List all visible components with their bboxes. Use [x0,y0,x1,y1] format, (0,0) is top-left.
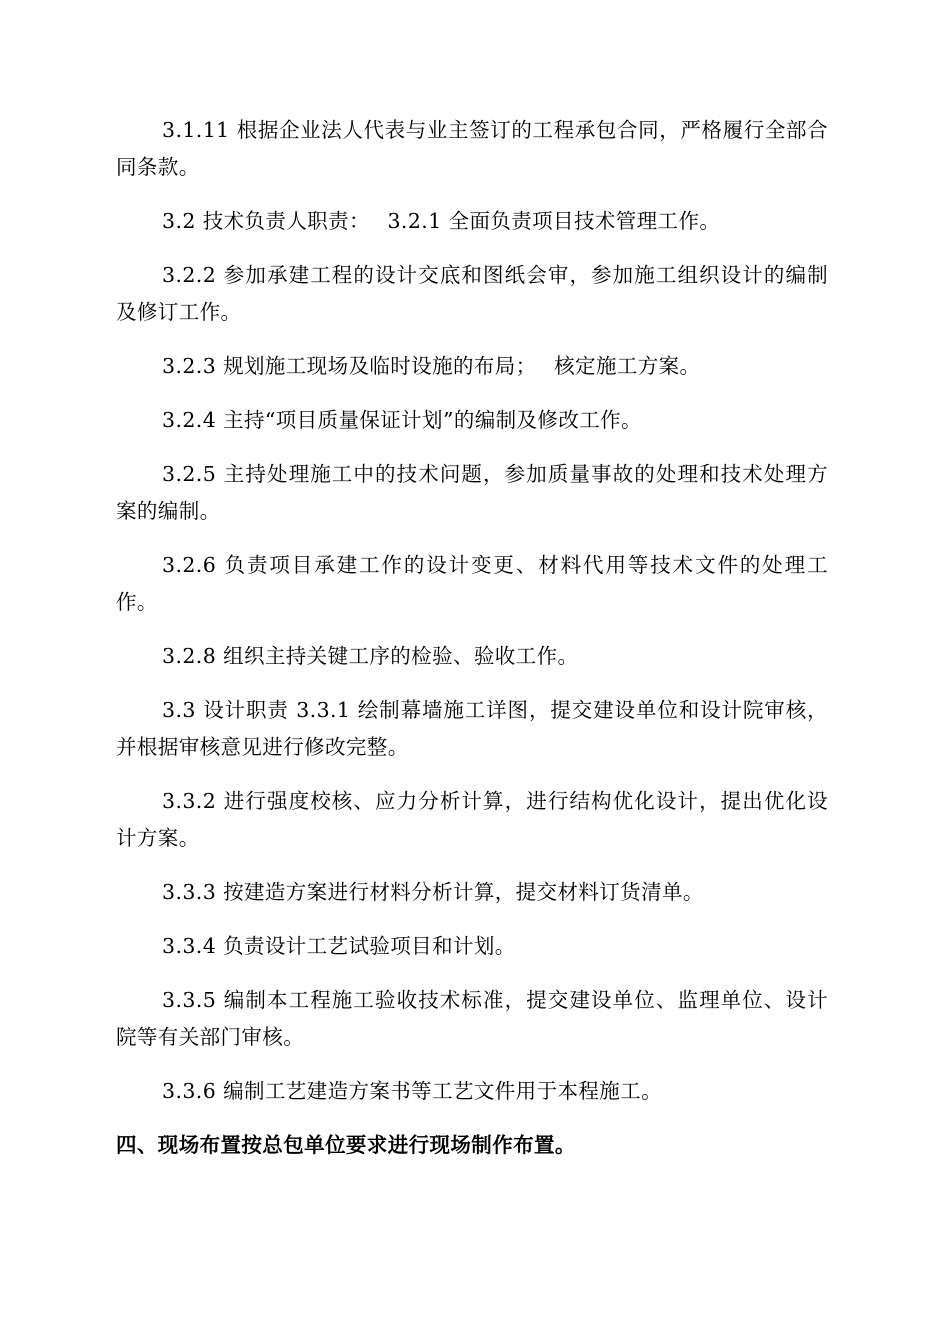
paragraph-3-3-2: 3.3.2 进行强度校核、应力分析计算，进行结构优化设计，提出优化设计方案。 [116,789,828,850]
section-heading-4: 四、现场布置按总包单位要求进行现场制作布置。 [116,1133,576,1157]
paragraph-3-2-3: 3.2.3 规划施工现场及临时设施的布局； 核定施工方案。 [162,354,701,378]
paragraph-3-3-6: 3.3.6 编制工艺建造方案书等工艺文件用于本程施工。 [162,1079,662,1103]
paragraph-3-3-4: 3.3.4 负责设计工艺试验项目和计划。 [162,934,516,958]
paragraph-3-1-11: 3.1.11 根据企业法人代表与业主签订的工程承包合同，严格履行全部合同条款。 [116,118,828,179]
paragraph-3-2-5: 3.2.5 主持处理施工中的技术问题，参加质量事故的处理和技术处理方案的编制。 [116,462,828,523]
paragraph-3-2-2: 3.2.2 参加承建工程的设计交底和图纸会审，参加施工组织设计的编制及修订工作。 [116,263,828,324]
paragraph-3-2-4: 3.2.4 主持“项目质量保证计划”的编制及修改工作。 [162,408,642,432]
paragraph-3-3: 3.3 设计职责 3.3.1 绘制幕墙施工详图，提交建设单位和设计院审核，并根据审核意见进行修改完整。 [116,698,828,759]
paragraph-3-3-5: 3.3.5 编制本工程施工验收技术标准，提交建设单位、监理单位、设计院等有关部门审核。 [116,988,828,1049]
paragraph-3-2-6: 3.2.6 负责项目承建工作的设计变更、材料代用等技术文件的处理工作。 [116,553,828,614]
paragraph-3-2-8: 3.2.8 组织主持关键工序的检验、验收工作。 [162,644,579,668]
paragraph-3-2: 3.2 技术负责人职责： 3.2.1 全面负责项目技术管理工作。 [162,209,721,233]
paragraph-3-3-3: 3.3.3 按建造方案进行材料分析计算，提交材料订货清单。 [162,880,704,904]
document-body [116,112,828,1164]
